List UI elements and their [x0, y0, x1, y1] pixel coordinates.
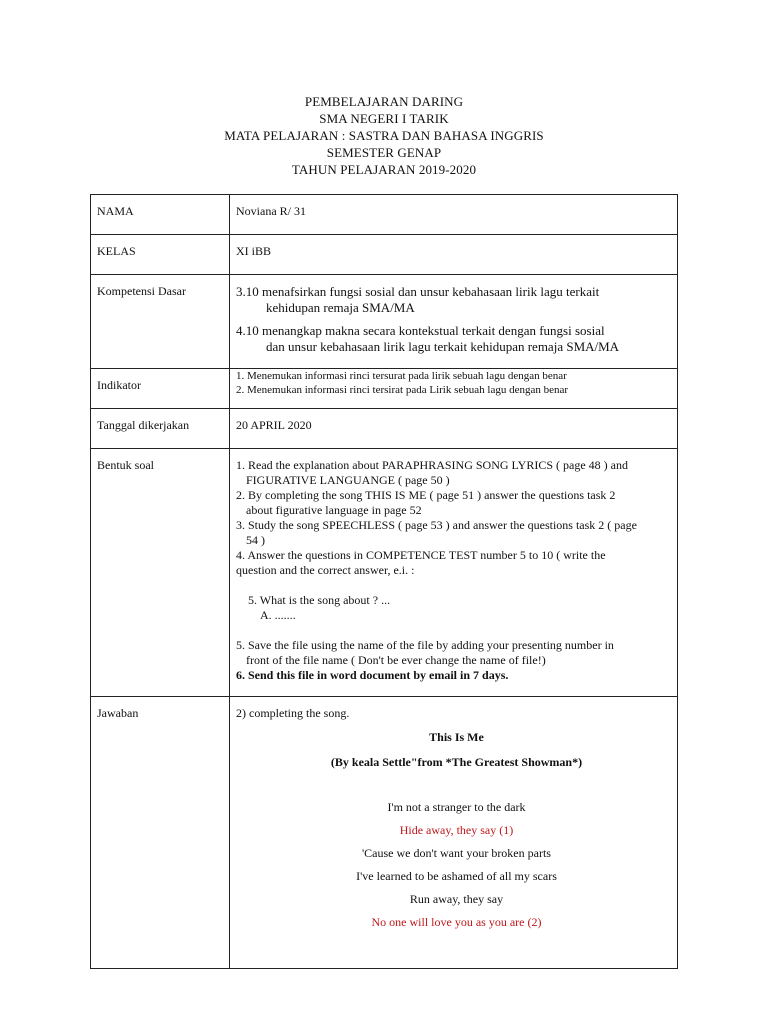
kelas-value: XI iBB	[230, 235, 678, 275]
lyric-line: I'm not a stranger to the dark	[387, 800, 526, 814]
instruction-line: question and the correct answer, e.i. :	[236, 563, 415, 577]
jawaban-label: Jawaban	[91, 697, 230, 969]
instruction-line: 54 )	[246, 533, 265, 547]
jawaban-value	[230, 697, 678, 969]
kompetensi-value	[230, 275, 678, 369]
instruction-line: 6. Send this file in word document by email in 7 days.	[236, 668, 509, 682]
table-row-tanggal	[91, 409, 678, 449]
kompetensi-item: 3.10 menafsirkan fungsi sosial dan unsur kebahasaan lirik lagu terkait kehidupan remaja SMA/MA	[236, 284, 600, 315]
instruction-line: 1. Read the explanation about PARAPHRASING SONG LYRICS ( page 48 ) and	[236, 458, 628, 472]
song-title: This Is Me	[429, 730, 484, 744]
kompetensi-item: 4.10 menangkap makna secara kontekstual terkait dengan fungsi sosial dan unsur kebahasaan lirik lagu terkait kehidupan remaja SMA/MA	[236, 323, 620, 354]
kompetensi-label: Kompetensi Dasar	[91, 275, 230, 369]
lyric-line: I've learned to be ashamed of all my scars	[356, 869, 557, 883]
header-semester: SEMESTER GENAP	[326, 145, 442, 160]
tanggal-value: 20 APRIL 2020	[230, 409, 678, 449]
nama-label: NAMA	[91, 195, 230, 235]
song-subtitle: (By keala Settle"from *The Greatest Showman*)	[330, 755, 583, 769]
instruction-line: 2. By completing the song THIS IS ME ( page 51 ) answer the questions task 2	[236, 488, 616, 502]
bentuk-soal-label: Bentuk soal	[91, 449, 230, 697]
table-row-nama	[91, 195, 678, 235]
instruction-line: 3. Study the song SPEECHLESS ( page 53 ) and answer the questions task 2 ( page	[236, 518, 637, 532]
header-title: PEMBELAJARAN DARING	[304, 94, 464, 109]
list-item: 2. Menemukan informasi rinci tersirat pada Lirik sebuah lagu dengan benar	[236, 384, 569, 396]
example-question: 5. What is the song about ? ...	[248, 593, 391, 607]
answer-intro: 2) completing the song.	[236, 706, 350, 720]
table-row-kompetensi	[91, 275, 678, 369]
lyric-line-answer: Hide away, they say (1)	[399, 823, 514, 837]
header-year: TAHUN PELAJARAN 2019-2020	[291, 162, 477, 177]
nama-value: Noviana R/ 31	[230, 195, 678, 235]
lyric-line: 'Cause we don't want your broken parts	[362, 846, 551, 860]
indikator-value	[230, 369, 678, 409]
header-subject: MATA PELAJARAN : SASTRA DAN BAHASA INGGRIS	[224, 128, 544, 143]
indikator-label: Indikator	[91, 369, 230, 409]
bentuk-soal-value	[230, 449, 678, 697]
table-row-bentuk-soal	[91, 449, 678, 697]
table-row-kelas	[91, 235, 678, 275]
kelas-label: KELAS	[91, 235, 230, 275]
instruction-line: front of the file name ( Don't be ever change the name of file!)	[246, 653, 546, 667]
header-school: SMA NEGERI I TARIK	[319, 111, 449, 126]
document-header	[0, 93, 768, 178]
instruction-line: 5. Save the file using the name of the file by adding your presenting number in	[236, 638, 614, 652]
instruction-line: FIGURATIVE LANGUANGE ( page 50 )	[246, 473, 450, 487]
table-row-jawaban	[91, 697, 678, 969]
song-lyrics	[236, 796, 677, 934]
example-answer: A. .......	[260, 608, 296, 622]
lyric-line: Run away, they say	[409, 892, 504, 906]
list-item: 1. Menemukan informasi rinci tersurat pada lirik sebuah lagu dengan benar	[236, 370, 567, 382]
assignment-table	[90, 194, 678, 969]
instruction-line: 4. Answer the questions in COMPETENCE TEST number 5 to 10 ( write the	[236, 548, 606, 562]
lyric-line-answer: No one will love you as you are (2)	[371, 915, 542, 929]
table-row-indikator	[91, 369, 678, 409]
instruction-line: about figurative language in page 52	[246, 503, 422, 517]
tanggal-label: Tanggal dikerjakan	[91, 409, 230, 449]
